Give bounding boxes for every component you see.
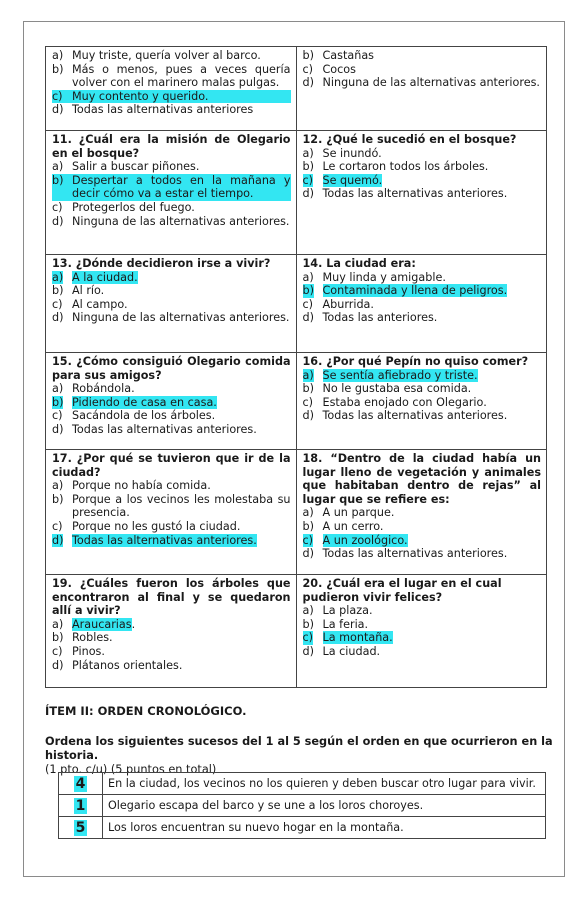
section-title: ÍTEM II: ORDEN CRONOLÓGICO. [45,704,247,718]
question-cell-prev-right [296,47,547,131]
question-text: 19. ¿Cuáles fueron los árboles que encontraron al final y se quedaron allí a vivir? [52,577,291,618]
question-row [46,255,547,353]
answer-option: c) Al campo. [52,297,128,311]
answer-option: b) Robles. [52,631,113,645]
answer-option: c) Estaba enojado con Olegario. [302,395,487,409]
answer-option: d) La ciudad. [302,644,381,658]
answer-option-selected: b) Despertar a todos en la mañana y decir cómo va a estar el tiempo. [52,173,291,201]
question-text: 11. ¿Cuál era la misión de Olegario en el bosque? [52,133,291,160]
question-text: 15. ¿Cómo consiguió Olegario comida para sus amigos? [52,355,291,382]
answer-option-selected: c) La montaña. [302,631,393,645]
answer-option: d) Todas las alternativas anteriores [52,103,254,117]
instruction-scoring: (1 pto. c/u) (5 puntos en total) [45,763,217,776]
chronology-row [59,795,546,817]
answer-option: a) Salir a buscar piñones. [52,160,200,174]
question-row [46,131,547,255]
answer-option: d) Todas las alternativas anteriores. [52,422,257,436]
question-cell-19 [46,575,297,688]
order-number: 5 [75,819,86,836]
order-number: 4 [75,775,86,792]
answer-option: b) Al río. [52,284,105,298]
answer-option-selected: d) Todas las alternativas anteriores. [52,533,257,547]
answer-option: b) La feria. [302,617,369,631]
question-cell-10 [46,47,297,131]
question-row [46,450,547,575]
answer-option-selected: a) Se sentía afiebrado y triste. [302,368,478,382]
question-text: 16. ¿Por qué Pepín no quiso comer? [302,355,529,368]
answer-option-selected: c) Muy contento y querido. [52,90,291,104]
answer-option: c) Pinos. [52,644,105,658]
answer-option: d) Ninguna de las alternativas anteriores. [52,214,290,228]
question-cell-15 [46,353,297,450]
answer-option: c) Porque no les gustó la ciudad. [52,519,241,533]
question-text: 17. ¿Por qué se tuvieron que ir de la ciudad? [52,452,291,479]
answer-option: a) Muy triste, quería volver al barco. [52,49,261,62]
question-cell-14 [296,255,547,353]
question-text: 20. ¿Cuál era el lugar en el cual pudieron vivir felices? [302,577,502,604]
chronology-row [59,773,546,795]
event-text: En la ciudad, los vecinos no los quieren y deben buscar otro lugar para vivir. [103,773,546,795]
answer-option: d) Todas las alternativas anteriores. [302,547,508,561]
question-row [46,353,547,450]
chronology-table [58,772,546,839]
answer-option: b) Más o menos, pues a veces quería volver con el marinero malas pulgas. [52,62,291,90]
answer-option: c) Protegerlos del fuego. [52,200,195,214]
answer-option-selected: b) Pidiendo de casa en casa. [52,395,217,409]
question-cell-16 [296,353,547,450]
order-number-cell [59,795,103,817]
answer-option-selected: a) A la ciudad. [52,270,138,284]
answer-option: d) Ninguna de las alternativas anteriores. [52,311,290,325]
answer-option: d) Plátanos orientales. [52,658,183,672]
answer-option-selected: c) Se quemó. [302,173,383,187]
question-cell-12 [296,131,547,255]
question-text: 12. ¿Qué le sucedió en el bosque? [302,133,517,146]
answer-option: a) Muy linda y amigable. [302,270,446,284]
order-number: 1 [75,797,86,814]
answer-option: c) Sacándola de los árboles. [52,409,216,423]
answer-option: c) Aburrida. [302,297,374,311]
answer-option: b) Le cortaron todos los árboles. [302,160,489,174]
question-row [46,575,547,688]
answer-option: d) Todas las alternativas anteriores. [302,409,508,423]
question-text: 14. La ciudad era: [302,257,416,270]
question-cell-11 [46,131,297,255]
instruction-bold: Ordena los siguientes sucesos del 1 al 5 según el orden en que ocurrieron en la historia. [45,735,553,762]
answer-option: a) Robándola. [52,382,135,396]
answer-option: a) A un parque. [302,506,395,520]
answer-option: b) No le gustaba esa comida. [302,382,472,396]
questions-table [45,46,547,688]
answer-option: b) Porque a los vecinos les molestaba su presencia. [52,492,291,520]
question-cell-20 [296,575,547,688]
order-number-cell [59,773,103,795]
answer-option: d) Todas las alternativas anteriores. [302,187,508,201]
question-cell-18 [296,450,547,575]
question-text: 18. “Dentro de la ciudad había un lugar lleno de vegetación y animales que habitaban dentro de rejas” al lugar que se refiere es: [302,452,541,506]
answer-option: a) Porque no había comida. [52,479,211,493]
section-instructions [45,735,555,777]
answer-option: d) Ninguna de las alternativas anteriores. [302,76,540,90]
order-number-cell [59,817,103,839]
answer-option: b) Castañas [302,49,375,62]
question-cell-17 [46,450,297,575]
event-text: Olegario escapa del barco y se une a los loros choroyes. [103,795,546,817]
answer-option: c) Cocos [302,62,356,76]
answer-option: a) Se inundó. [302,146,382,160]
answer-option-selected: a) Araucarias. [52,617,136,631]
chronology-row [59,817,546,839]
answer-option-selected: b) Contaminada y llena de peligros. [302,284,508,298]
event-text: Los loros encuentran su nuevo hogar en la montaña. [103,817,546,839]
answer-option: d) Todas las anteriores. [302,311,438,325]
question-text: 13. ¿Dónde decidieron irse a vivir? [52,257,271,270]
answer-option: b) A un cerro. [302,519,384,533]
question-cell-13 [46,255,297,353]
question-row [46,47,547,131]
answer-option: a) La plaza. [302,604,373,618]
answer-option-selected: c) A un zoológico. [302,533,408,547]
